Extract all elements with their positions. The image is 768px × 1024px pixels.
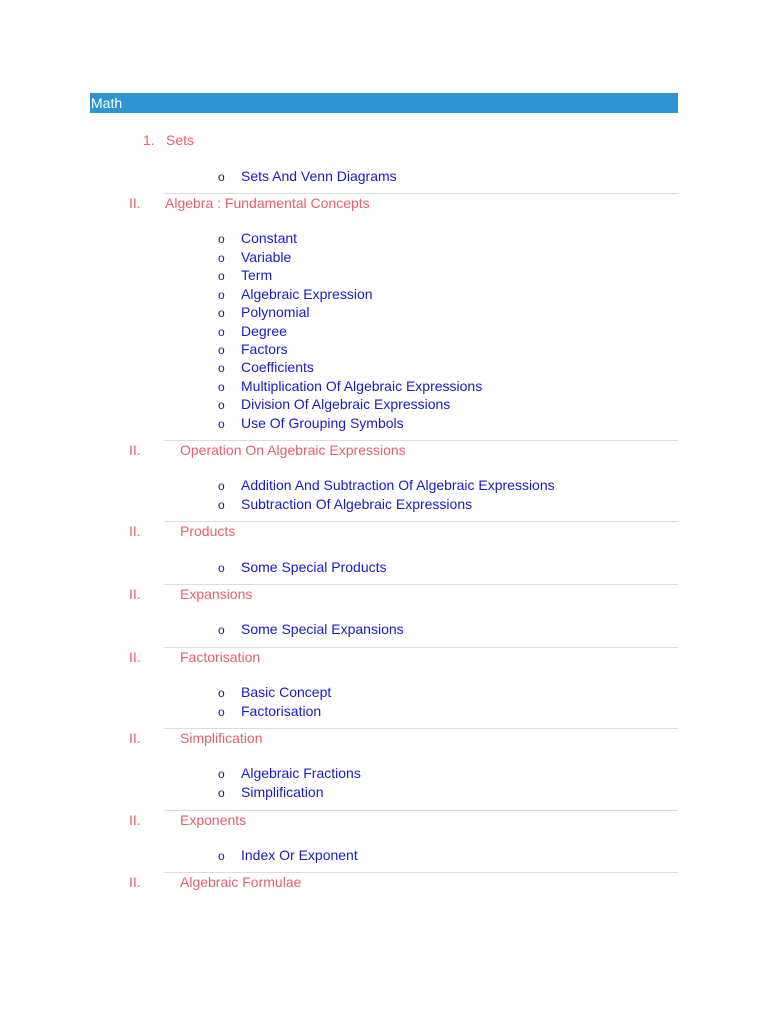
- section-number: II.: [129, 195, 141, 211]
- bullet-marker: o: [218, 269, 225, 283]
- bullet-marker: o: [218, 306, 225, 320]
- bullet-marker: o: [218, 251, 225, 265]
- list-item[interactable]: Coefficients: [241, 359, 314, 375]
- list-item[interactable]: Some Special Expansions: [241, 621, 404, 637]
- list-item[interactable]: Factors: [241, 341, 288, 357]
- bullet-marker: o: [218, 561, 225, 575]
- list-item[interactable]: Algebraic Fractions: [241, 765, 361, 781]
- bullet-marker: o: [218, 232, 225, 246]
- list-item[interactable]: Degree: [241, 323, 287, 339]
- bullet-marker: o: [218, 170, 225, 184]
- section-number: II.: [129, 649, 141, 665]
- bullet-marker: o: [218, 343, 225, 357]
- bullet-marker: o: [218, 686, 225, 700]
- section-number: II.: [129, 812, 141, 828]
- bullet-marker: o: [218, 417, 225, 431]
- list-item[interactable]: Algebraic Expression: [241, 286, 373, 302]
- bullet-marker: o: [218, 361, 225, 375]
- bullet-marker: o: [218, 380, 225, 394]
- section-number: II.: [129, 442, 141, 458]
- section-number: II.: [129, 586, 141, 602]
- section-title-products[interactable]: Products: [180, 523, 236, 539]
- list-item[interactable]: Addition And Subtraction Of Algebraic Expressions: [241, 477, 555, 493]
- bullet-marker: o: [218, 786, 225, 800]
- bullet-marker: o: [218, 705, 225, 719]
- section-title-algebra-fundamental-concepts[interactable]: Algebra : Fundamental Concepts: [165, 195, 370, 211]
- bullet-marker: o: [218, 623, 225, 637]
- list-item[interactable]: Some Special Products: [241, 559, 387, 575]
- section-title-algebraic-formulae[interactable]: Algebraic Formulae: [180, 874, 302, 890]
- header-bar: [90, 93, 678, 113]
- section-number: II.: [129, 523, 141, 539]
- bullet-marker: o: [218, 767, 225, 781]
- list-item[interactable]: Subtraction Of Algebraic Expressions: [241, 496, 473, 512]
- section-title-simplification[interactable]: Simplification: [180, 730, 263, 746]
- bullet-marker: o: [218, 325, 225, 339]
- section-title-factorisation[interactable]: Factorisation: [180, 649, 261, 665]
- bullet-marker: o: [218, 288, 225, 302]
- section-number: 1.: [143, 132, 155, 148]
- list-item[interactable]: Use Of Grouping Symbols: [241, 415, 404, 431]
- bullet-marker: o: [218, 479, 225, 493]
- list-item[interactable]: Multiplication Of Algebraic Expressions: [241, 378, 483, 394]
- bullet-marker: o: [218, 398, 225, 412]
- list-item[interactable]: Index Or Exponent: [241, 847, 358, 863]
- list-item[interactable]: Term: [241, 267, 273, 283]
- divider: [164, 521, 678, 522]
- section-title-expansions[interactable]: Expansions: [180, 586, 253, 602]
- list-item[interactable]: Simplification: [241, 784, 324, 800]
- section-number: II.: [129, 874, 141, 890]
- bullet-marker: o: [218, 849, 225, 863]
- section-title-exponents[interactable]: Exponents: [180, 812, 247, 828]
- list-item[interactable]: Basic Concept: [241, 684, 332, 700]
- list-item[interactable]: Variable: [241, 249, 292, 265]
- list-item[interactable]: Sets And Venn Diagrams: [241, 168, 397, 184]
- page-title: Math: [91, 95, 123, 111]
- list-item[interactable]: Factorisation: [241, 703, 322, 719]
- bullet-marker: o: [218, 498, 225, 512]
- section-title-sets[interactable]: Sets: [166, 132, 195, 148]
- list-item[interactable]: Division Of Algebraic Expressions: [241, 396, 451, 412]
- list-item[interactable]: Constant: [241, 230, 298, 246]
- list-item[interactable]: Polynomial: [241, 304, 310, 320]
- section-number: II.: [129, 730, 141, 746]
- section-title-operation-on-algebraic-expressions[interactable]: Operation On Algebraic Expressions: [180, 442, 406, 458]
